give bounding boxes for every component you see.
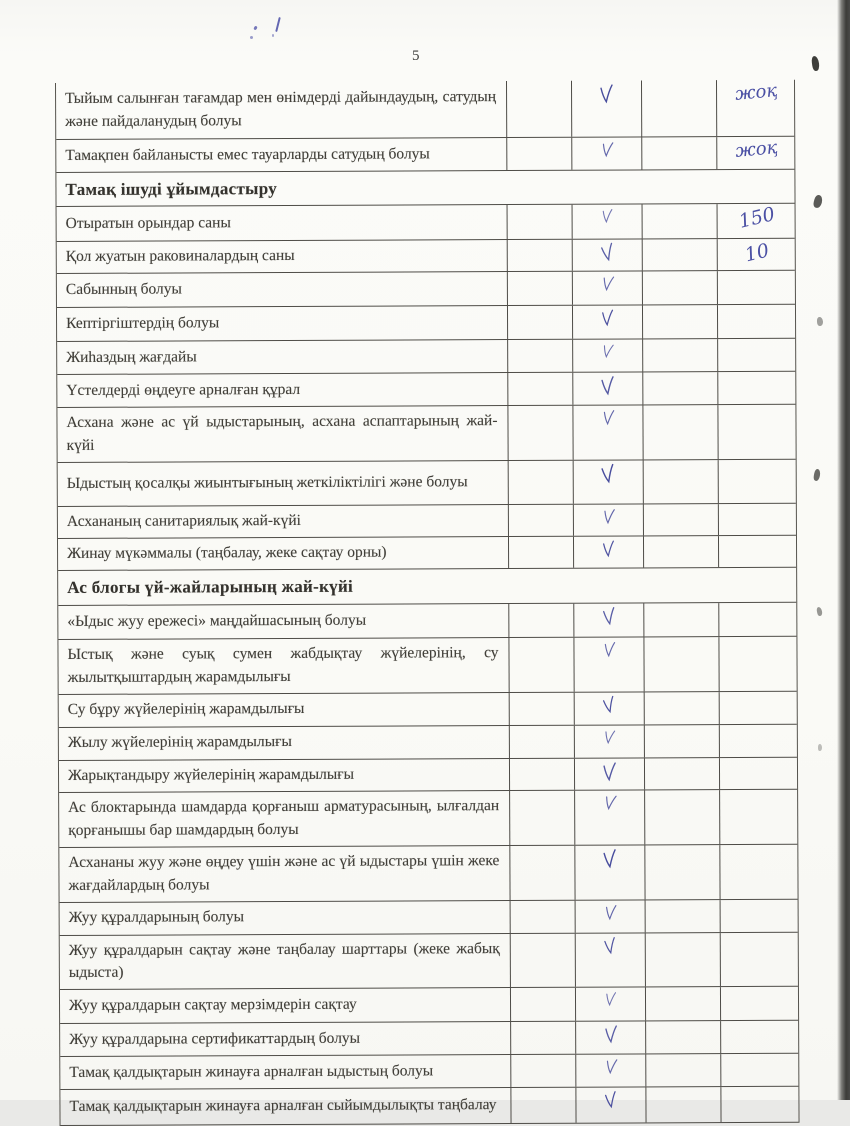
table-row xyxy=(58,504,796,539)
item-label-cell xyxy=(59,846,509,902)
item-label-cell xyxy=(58,461,508,506)
handwritten-checkmark-icon xyxy=(602,641,616,657)
empty-cell xyxy=(643,536,718,567)
item-label-cell xyxy=(59,759,509,792)
table-row xyxy=(58,637,796,695)
check-cell xyxy=(572,272,642,305)
handwritten-checkmark-icon xyxy=(601,762,619,782)
section-title: Тамақ ішуді ұйымдастыру xyxy=(65,179,278,199)
item-label: Тамақпен байланысты емес тауарларды сатудың болуы xyxy=(65,144,430,164)
item-label: Отыратын орындар саны xyxy=(65,213,231,232)
handwritten-checkmark-icon xyxy=(598,84,616,104)
empty-cell xyxy=(643,603,718,636)
binding-mark xyxy=(816,607,823,617)
note-cell xyxy=(720,932,800,986)
check-cell xyxy=(575,1022,645,1054)
note-cell xyxy=(717,271,797,304)
check-cell xyxy=(572,340,642,372)
empty-cell xyxy=(645,900,720,932)
check-cell xyxy=(571,80,641,136)
table-row xyxy=(59,692,797,728)
item-label: Тамақ қалдықтарын жинауға арналған ыдыстың болуы xyxy=(69,1062,434,1081)
table-row xyxy=(56,80,794,140)
table-row xyxy=(59,790,797,848)
empty-cell xyxy=(507,272,572,305)
item-label-cell xyxy=(58,638,508,694)
table-row xyxy=(58,460,796,507)
note-cell xyxy=(717,204,797,238)
empty-cell xyxy=(509,845,574,899)
empty-cell xyxy=(507,373,572,405)
item-label: Жуу құралдарына сертификаттардың болуы xyxy=(69,1029,361,1048)
check-cell xyxy=(573,603,643,636)
handwritten-checkmark-icon xyxy=(602,729,617,745)
table-row xyxy=(60,1021,798,1057)
note-cell xyxy=(718,460,798,503)
empty-cell xyxy=(642,271,717,304)
item-label-cell xyxy=(60,1022,510,1056)
item-label: Асхананың санитариялық жай-күйі xyxy=(66,511,301,530)
scan-edge-shadow xyxy=(837,0,850,1100)
section-row xyxy=(58,568,796,606)
empty-cell xyxy=(644,692,719,724)
empty-cell xyxy=(506,81,571,137)
item-label: Жуу құралдарын сақтау мерзімдерін сақтау xyxy=(68,996,357,1015)
empty-cell xyxy=(645,988,720,1021)
ink-mark xyxy=(253,26,258,31)
item-label: Жиһаздың жағдайы xyxy=(66,348,197,366)
item-label: Тамақ қалдықтарын жинауға арналған сыйымдылықты таңбалау xyxy=(69,1096,497,1116)
empty-cell xyxy=(510,1088,575,1123)
empty-cell xyxy=(643,637,718,691)
item-label-cell xyxy=(60,1088,510,1125)
empty-cell xyxy=(508,638,573,692)
item-label-cell xyxy=(58,604,508,639)
item-label-cell xyxy=(56,138,506,172)
item-label: «Ыдыс жуу ережесі» маңдайшасының болуы xyxy=(67,611,367,630)
item-label: Кептіргіштердің болуы xyxy=(66,314,220,333)
item-label-cell xyxy=(59,693,509,727)
handwritten-checkmark-icon xyxy=(603,904,618,921)
handwritten-checkmark-icon xyxy=(600,606,618,626)
empty-cell xyxy=(507,406,572,460)
note-cell xyxy=(719,844,799,898)
table-row xyxy=(60,899,798,935)
note-cell xyxy=(719,758,799,789)
note-cell xyxy=(716,80,796,136)
item-label-cell xyxy=(59,726,509,760)
handwritten-checkmark-icon xyxy=(598,242,617,263)
item-label-cell xyxy=(60,988,510,1023)
check-cell xyxy=(573,536,643,567)
table-row xyxy=(60,1054,798,1090)
binding-mark xyxy=(818,744,822,751)
handwritten-checkmark-icon xyxy=(600,209,613,224)
table-row xyxy=(60,1087,798,1126)
table-row xyxy=(59,725,797,761)
check-cell xyxy=(572,240,642,271)
handwritten-note: жоқ xyxy=(734,137,779,162)
item-label-cell xyxy=(59,791,509,847)
check-cell xyxy=(575,1088,645,1123)
empty-cell xyxy=(641,80,716,136)
table-row xyxy=(57,339,795,375)
note-cell xyxy=(720,1087,800,1122)
empty-cell xyxy=(507,340,572,372)
note-cell xyxy=(717,339,797,371)
check-cell xyxy=(573,504,643,535)
check-cell xyxy=(572,406,642,460)
handwritten-checkmark-icon xyxy=(601,849,620,869)
check-cell xyxy=(572,373,642,405)
empty-cell xyxy=(645,1088,720,1123)
empty-cell xyxy=(642,339,717,371)
check-cell xyxy=(573,460,643,503)
note-cell xyxy=(717,372,797,404)
empty-cell xyxy=(642,239,717,270)
check-cell xyxy=(573,637,643,691)
section-row xyxy=(56,170,794,207)
handwritten-checkmark-icon xyxy=(601,508,616,525)
empty-cell xyxy=(509,726,574,758)
item-label-cell xyxy=(57,240,507,273)
empty-cell xyxy=(507,306,572,339)
item-label: Қол жуатын раковиналардың саны xyxy=(65,247,295,266)
empty-cell xyxy=(508,604,573,637)
item-label: Ыдыстың қосалқы жиынтығының жеткіліктілігі және болуы xyxy=(66,473,468,493)
item-label-cell xyxy=(57,205,507,241)
empty-cell xyxy=(644,758,719,789)
empty-cell xyxy=(645,933,720,987)
empty-cell xyxy=(642,305,717,338)
handwritten-checkmark-icon xyxy=(602,1091,619,1110)
check-cell xyxy=(574,790,644,844)
check-cell xyxy=(575,1055,645,1087)
empty-cell xyxy=(641,137,716,169)
section-title: Ас блогы үй-жайларының жай-күйі xyxy=(67,577,354,598)
empty-cell xyxy=(644,790,719,844)
note-cell xyxy=(718,603,798,636)
checklist-table xyxy=(55,80,800,1126)
empty-cell xyxy=(506,138,571,170)
empty-cell xyxy=(507,205,572,239)
item-label-cell xyxy=(58,505,508,538)
ink-mark xyxy=(275,17,281,32)
note-cell xyxy=(718,637,798,691)
empty-cell xyxy=(510,933,575,987)
empty-cell xyxy=(508,461,573,504)
page-number: 5 xyxy=(412,48,421,64)
empty-cell xyxy=(645,1055,720,1087)
check-cell xyxy=(574,692,644,724)
binding-mark xyxy=(813,469,821,482)
ink-mark xyxy=(272,34,274,37)
table-row xyxy=(57,239,795,274)
handwritten-checkmark-icon xyxy=(598,376,617,396)
handwritten-note: 150 xyxy=(737,203,778,233)
item-label: Асхананы жуу және өңдеу үшін және ас үй ыдыстары үшін жеке жағдайлардың болуы xyxy=(68,851,500,894)
item-label-cell xyxy=(57,272,507,307)
ink-mark xyxy=(250,36,253,39)
handwritten-checkmark-icon xyxy=(604,992,618,1008)
check-cell xyxy=(574,845,644,899)
check-cell xyxy=(574,758,644,789)
empty-cell xyxy=(642,405,717,459)
check-cell xyxy=(574,725,644,757)
handwritten-checkmark-icon xyxy=(601,540,617,558)
item-label-cell xyxy=(56,81,506,139)
check-cell xyxy=(575,933,645,987)
empty-cell xyxy=(507,240,572,271)
note-cell xyxy=(718,536,798,567)
table-row xyxy=(57,405,795,463)
note-cell xyxy=(716,137,796,169)
item-label: Жарықтандыру жүйелерінің жарамдылығы xyxy=(67,765,355,784)
item-label-cell xyxy=(57,373,507,407)
check-cell xyxy=(575,988,645,1021)
handwritten-checkmark-icon xyxy=(602,793,618,811)
handwritten-checkmark-icon xyxy=(599,141,614,158)
item-label: Асхана және ас үй ыдыстарының, асхана аспаптарының жай-күйі xyxy=(66,412,498,455)
empty-cell xyxy=(510,988,575,1021)
note-cell xyxy=(720,1021,800,1053)
empty-cell xyxy=(508,505,573,536)
note-cell xyxy=(717,239,797,270)
empty-cell xyxy=(509,759,574,790)
handwritten-checkmark-icon xyxy=(599,275,615,293)
handwritten-note: 10 xyxy=(743,239,772,267)
table-row xyxy=(57,204,795,242)
binding-mark xyxy=(817,317,824,326)
item-label: Ыстық және суық сумен жабдықтау жүйелерінің, су жылытқыштардың жарамдылығы xyxy=(67,643,499,686)
item-label-cell xyxy=(60,934,510,990)
item-label: Су бұру жүйелерінің жарамдылығы xyxy=(67,700,305,719)
binding-mark xyxy=(813,194,824,209)
handwritten-checkmark-icon xyxy=(602,936,620,955)
handwritten-checkmark-icon xyxy=(602,1026,619,1045)
item-label: Жинау мүкәммалы (таңбалау, жеке сақтау орны) xyxy=(67,543,387,562)
empty-cell xyxy=(510,1055,575,1087)
table-row xyxy=(60,932,798,990)
handwritten-checkmark-icon xyxy=(600,695,618,715)
empty-cell xyxy=(644,845,719,899)
item-label-cell xyxy=(57,306,507,341)
table-row xyxy=(57,305,795,342)
handwritten-checkmark-icon xyxy=(600,309,616,327)
empty-cell xyxy=(642,204,717,238)
empty-cell xyxy=(509,693,574,725)
handwritten-note: жоқ xyxy=(734,80,779,105)
table-row xyxy=(58,603,796,640)
handwritten-checkmark-icon xyxy=(601,409,616,426)
binding-mark xyxy=(811,56,820,72)
item-label-cell xyxy=(57,340,507,374)
empty-cell xyxy=(644,725,719,757)
item-label-cell xyxy=(60,1055,510,1089)
handwritten-checkmark-icon xyxy=(600,343,615,360)
check-cell xyxy=(572,306,642,339)
empty-cell xyxy=(510,1022,575,1054)
note-cell xyxy=(718,504,798,535)
note-cell xyxy=(717,405,797,459)
check-cell xyxy=(571,137,641,169)
table-row xyxy=(58,536,796,571)
note-cell xyxy=(719,692,799,724)
item-label-cell xyxy=(57,406,507,462)
note-cell xyxy=(719,790,799,844)
note-cell xyxy=(720,987,800,1020)
check-cell xyxy=(572,205,642,239)
item-label: Жылу жүйелерінің жарамдылығы xyxy=(67,733,292,752)
item-label-cell xyxy=(60,901,510,935)
item-label: Жуу құралдарын сақтау және таңбалау шарттары (жеке жабық ыдыста) xyxy=(68,939,500,982)
check-cell xyxy=(575,900,645,932)
handwritten-checkmark-icon xyxy=(603,1058,618,1075)
empty-cell xyxy=(643,504,718,535)
section-title-cell xyxy=(56,170,796,206)
table-row xyxy=(60,987,798,1024)
table-row xyxy=(57,372,795,408)
item-label: Ас блоктарында шамдарда қорғаныш арматурасының, ылғалдан қорғанышы бар шамдардың болуы xyxy=(68,796,500,839)
item-label: Жуу құралдарының болуы xyxy=(68,908,245,927)
section-title-cell xyxy=(58,568,798,605)
note-cell xyxy=(719,725,799,757)
empty-cell xyxy=(509,791,574,845)
table-row xyxy=(56,137,794,173)
empty-cell xyxy=(645,1022,720,1054)
table-row xyxy=(59,844,797,902)
item-label-cell xyxy=(58,537,508,570)
empty-cell xyxy=(643,460,718,503)
item-label: Үстелдерді өңдеуге арналған құрал xyxy=(66,380,301,399)
item-label: Сабынның болуы xyxy=(65,280,182,299)
empty-cell xyxy=(642,372,717,404)
note-cell xyxy=(720,1054,800,1086)
handwritten-checkmark-icon xyxy=(598,463,618,484)
table-row xyxy=(59,758,797,793)
note-cell xyxy=(720,899,800,931)
empty-cell xyxy=(508,537,573,568)
table-row xyxy=(57,271,795,308)
item-label: Тыйым салынған тағамдар мен өнімдерді дайындаудың, сатудың және пайдаланудың болуы xyxy=(65,88,497,130)
empty-cell xyxy=(510,900,575,932)
note-cell xyxy=(717,305,797,338)
